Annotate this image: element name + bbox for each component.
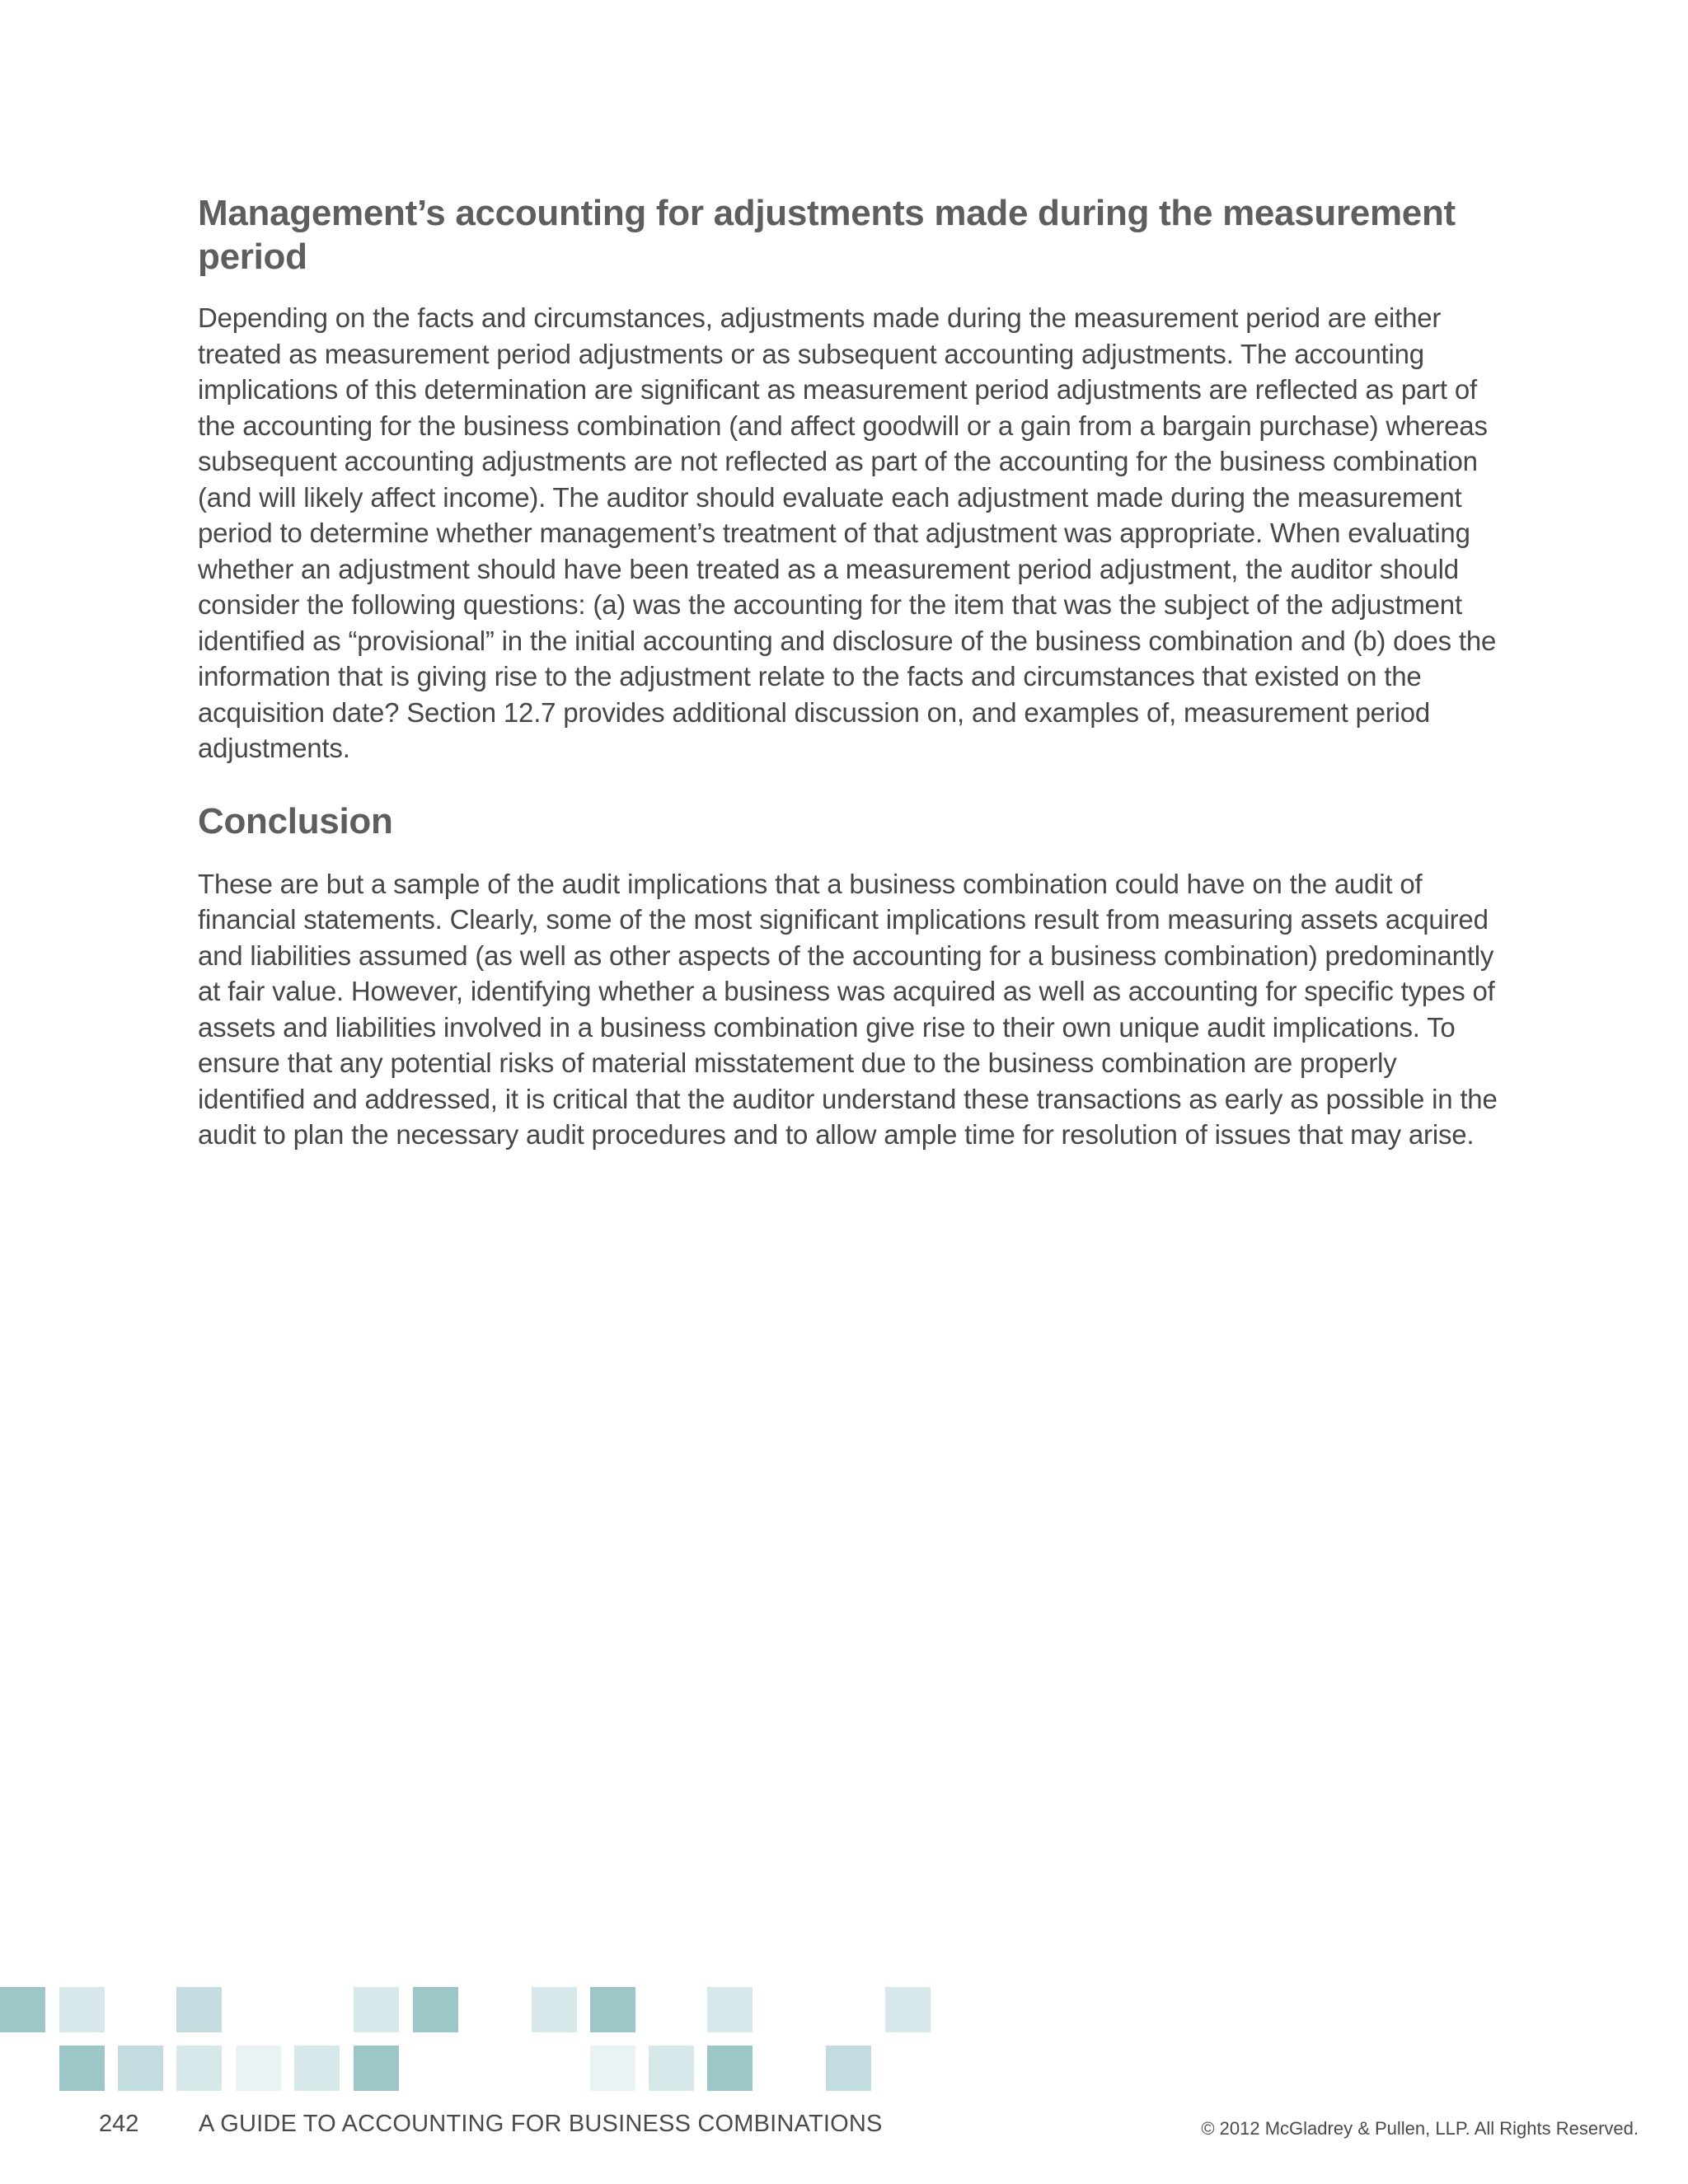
decorative-square [354, 2046, 399, 2091]
page-content [198, 191, 1500, 1153]
decorative-square [294, 2046, 340, 2091]
decorative-square [590, 1987, 635, 2032]
decorative-square [59, 2046, 105, 2091]
decorative-square [707, 1987, 753, 2032]
copyright-notice: © 2012 McGladrey & Pullen, LLP. All Rights Reserved. [1201, 2118, 1639, 2139]
decorative-square [118, 2046, 163, 2091]
decorative-square [649, 2046, 694, 2091]
decorative-square [354, 1987, 399, 2032]
decorative-square [885, 1987, 931, 2032]
paragraph-measurement-period: Depending on the facts and circumstances, adjustments made during the measurement period are either treated as measurement period adjustments or as subsequent accounting adjustments. The accounting implications of this determination are significant as measurement period adjustments are reflected as part of the accounting for the business combination (and affect goodwill or a gain from a bargain purchase) whereas subsequent accounting adjustments are not reflected as part of the accounting for the business combination (and will likely affect income). The auditor should evaluate each adjustment made during the measurement period to determine whether management’s treatment of that adjustment was appropriate. When evaluating whether an adjustment should have been treated as a measurement period adjustment, the auditor should consider the following questions: (a) was the accounting for the item that was the subject of the adjustment identified as “provisional” in the initial accounting and disclosure of the business combination and (b) does the information that is giving rise to the adjustment relate to the facts and circumstances that existed on the acquisition date? Section 12.7 provides additional discussion on, and examples of, measurement period adjustments. [198, 302, 1497, 763]
decorative-square [0, 1987, 45, 2032]
decorative-square [590, 2046, 635, 2091]
decorative-square [413, 1987, 458, 2032]
decorative-square [236, 2046, 281, 2091]
paragraph-conclusion: These are but a sample of the audit implications that a business combination could have on the audit of financial statements. Clearly, some of the most significant implications result from measuring assets acquired and liabilities assumed (as well as other aspects of the accounting for a business combination) predominantly at fair value. However, identifying whether a business was acquired as well as accounting for specific types of assets and liabilities involved in a business combination give rise to their own unique audit implications. To ensure that any potential risks of material misstatement due to the business combination are properly identified and addressed, it is critical that the auditor understand these transactions as early as possible in the audit to plan the necessary audit procedures and to allow ample time for resolution of issues that may arise. [198, 868, 1498, 1150]
decorative-square [176, 1987, 222, 2032]
running-footer-title: A GUIDE TO ACCOUNTING FOR BUSINESS COMBINATIONS [199, 2111, 883, 2137]
section-heading-measurement-period: Management’s accounting for adjustments made during the measurement period [198, 193, 1456, 277]
section-heading-conclusion: Conclusion [198, 800, 393, 841]
decorative-square [826, 2046, 871, 2091]
decorative-square [59, 1987, 105, 2032]
decorative-square [532, 1987, 577, 2032]
decorative-square [707, 2046, 753, 2091]
page-number: 242 [99, 2111, 139, 2137]
decorative-square [176, 2046, 222, 2091]
